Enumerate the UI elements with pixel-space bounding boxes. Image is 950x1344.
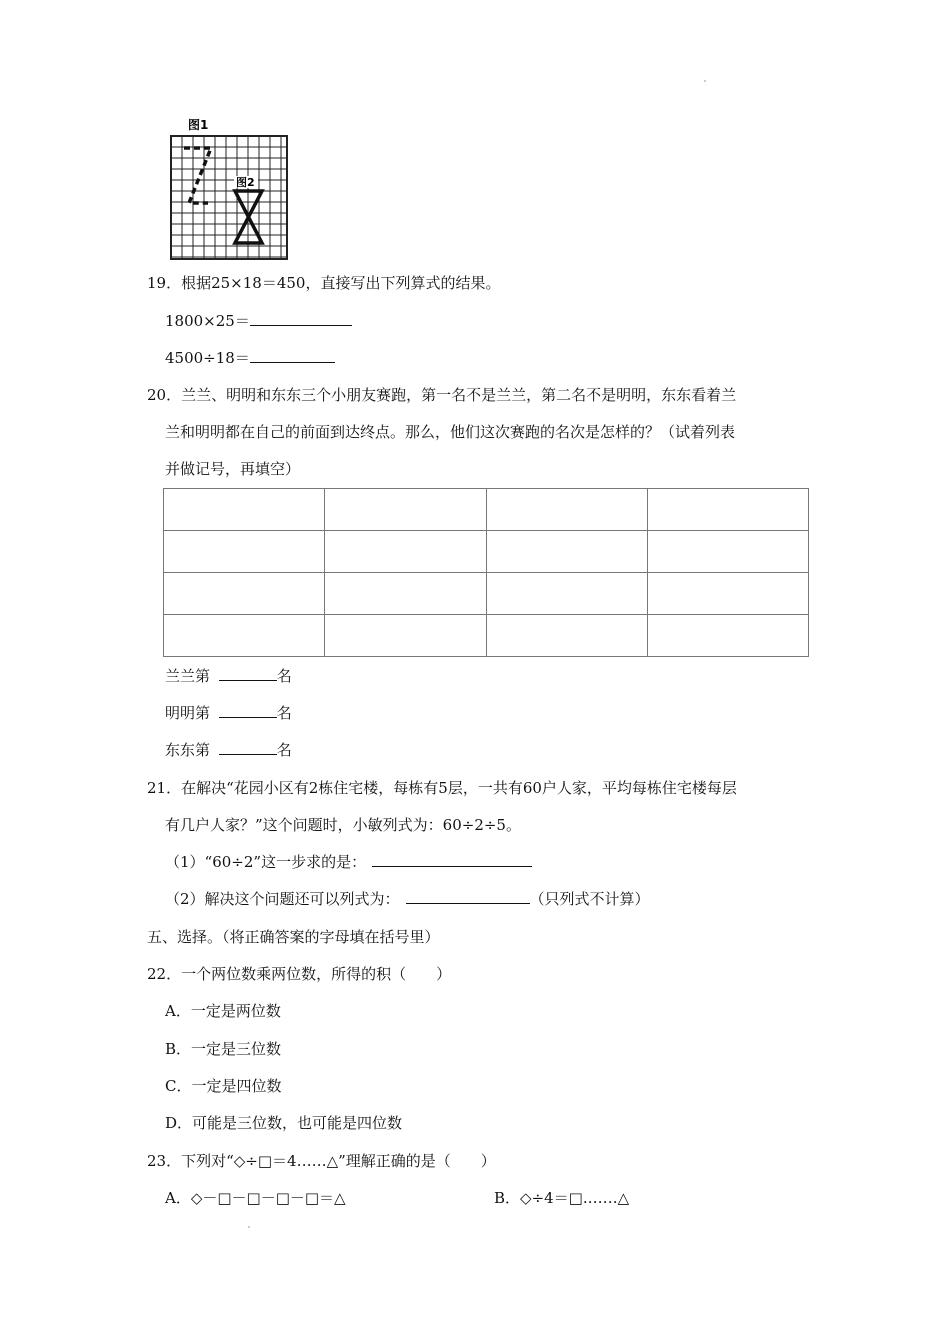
q21-part2-suffix: （只列式不计算）	[529, 890, 650, 908]
table-cell[interactable]	[647, 531, 808, 573]
answer-prefix: 东东第	[165, 741, 211, 759]
answer-blank[interactable]	[250, 311, 352, 326]
table-cell[interactable]	[325, 573, 486, 615]
answer-blank[interactable]	[219, 740, 277, 755]
q22-option-c[interactable]: C．一定是四位数	[165, 1077, 282, 1095]
q23-stem: 23．下列对“◇÷□＝4……△”理解正确的是（ ）	[147, 1152, 496, 1170]
q20-line1: 20．兰兰、明明和东东三个小朋友赛跑，第一名不是兰兰，第二名不是明明，东东看着兰	[147, 386, 737, 404]
q21-part2	[165, 889, 650, 909]
table-cell[interactable]	[486, 573, 647, 615]
answer-blank[interactable]	[219, 703, 277, 718]
table-row	[164, 615, 809, 657]
q20-answer-lanlan	[165, 666, 292, 686]
answer-suffix: 名	[276, 741, 292, 759]
q22-option-b[interactable]: B．一定是三位数	[165, 1040, 282, 1058]
table-cell[interactable]	[325, 615, 486, 657]
q23-option-a[interactable]: A．◇－□－□－□－□＝△	[165, 1189, 346, 1207]
answer-blank[interactable]	[250, 348, 335, 363]
table-cell[interactable]	[164, 489, 325, 531]
q20-answer-mingming	[165, 703, 292, 723]
answer-blank[interactable]	[372, 852, 532, 867]
q23-option-b[interactable]: B．◇÷4＝□.……△	[494, 1189, 630, 1207]
table-cell[interactable]	[164, 531, 325, 573]
q19-a	[165, 311, 352, 331]
section-5-heading: 五、选择。（将正确答案的字母填在括号里）	[147, 928, 440, 946]
q20-line2: 兰和明明都在自己的前面到达终点。那么，他们这次赛跑的名次是怎样的？（试着列表	[165, 423, 736, 441]
q19-b-text: 4500÷18＝	[165, 349, 250, 367]
q21-line1: 21．在解决“花园小区有2栋住宅楼，每栋有5层，一共有60户人家，平均每栋住宅楼每层	[147, 779, 737, 797]
q19-a-text: 1800×25＝	[165, 312, 250, 330]
table-cell[interactable]	[486, 531, 647, 573]
q21-part2-text: （2）解决这个问题还可以列式为：	[165, 890, 400, 908]
answer-prefix: 兰兰第	[165, 667, 211, 685]
q21-part1-text: （1）“60÷2”这一步求的是：	[165, 853, 367, 871]
grid-figure	[168, 115, 292, 263]
table-cell[interactable]	[647, 615, 808, 657]
dashed-shape	[184, 148, 211, 203]
answer-suffix: 名	[276, 704, 292, 722]
q20-answer-dongdong	[165, 740, 292, 760]
table-cell[interactable]	[486, 615, 647, 657]
table-row	[164, 531, 809, 573]
answer-suffix: 名	[276, 667, 292, 685]
table-cell[interactable]	[164, 615, 325, 657]
answer-prefix: 明明第	[165, 704, 211, 722]
answer-blank[interactable]	[219, 666, 277, 681]
q21-part1	[165, 852, 532, 872]
table-cell[interactable]	[325, 489, 486, 531]
figure-label-2: 图2	[236, 176, 255, 189]
q19-stem: 19．根据25×18＝450，直接写出下列算式的结果。	[147, 274, 501, 292]
q22-option-a[interactable]: A．一定是两位数	[165, 1002, 281, 1020]
q22-option-d[interactable]: D．可能是三位数，也可能是四位数	[165, 1114, 403, 1132]
speck	[248, 1226, 250, 1228]
q20-line3: 并做记号，再填空）	[165, 460, 301, 478]
ranking-table	[163, 488, 809, 657]
table-cell[interactable]	[164, 573, 325, 615]
speck	[704, 80, 706, 82]
figure-label-1: 图1	[188, 118, 209, 132]
table-row	[164, 573, 809, 615]
table-cell[interactable]	[486, 489, 647, 531]
answer-blank[interactable]	[406, 889, 530, 904]
table-cell[interactable]	[325, 531, 486, 573]
table-row	[164, 489, 809, 531]
table-cell[interactable]	[647, 573, 808, 615]
q22-stem: 22．一个两位数乘两位数，所得的积（ ）	[147, 965, 452, 983]
table-cell[interactable]	[647, 489, 808, 531]
q21-line2: 有几户人家？”这个问题时，小敏列式为：60÷2÷5。	[165, 816, 521, 834]
q19-b	[165, 348, 335, 368]
